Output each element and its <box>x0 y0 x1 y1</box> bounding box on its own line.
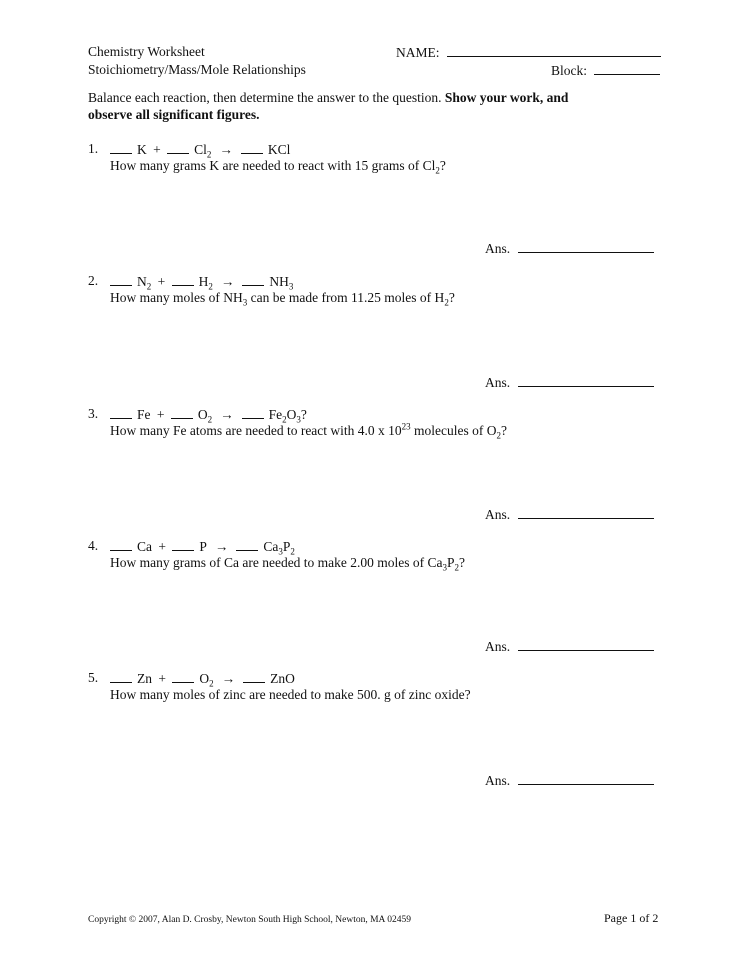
block-label: Block: <box>551 63 587 78</box>
species <box>110 142 147 157</box>
answer-blank[interactable] <box>518 772 654 785</box>
species-symbol: Fe <box>268 407 283 422</box>
subscript: 3 <box>242 297 248 308</box>
equation <box>110 406 307 423</box>
subscript: 2 <box>282 414 287 425</box>
question-text <box>110 290 455 306</box>
species-symbol: Fe <box>137 407 151 422</box>
species <box>243 671 295 686</box>
coefficient-blank[interactable] <box>167 141 189 154</box>
answer-blank[interactable] <box>518 638 654 651</box>
plus-sign: + <box>154 274 169 289</box>
species <box>242 274 294 292</box>
coefficient-blank[interactable] <box>171 406 193 419</box>
species <box>241 142 291 157</box>
species <box>236 539 295 557</box>
subscript: 3 <box>442 562 448 573</box>
species-symbol: O <box>197 407 208 422</box>
answer-label: Ans. <box>485 507 511 522</box>
problem-number: 5. <box>88 670 99 685</box>
species-symbol: O <box>286 407 297 422</box>
text-fragment: ? <box>439 158 446 173</box>
coefficient-blank[interactable] <box>236 538 258 551</box>
text-fragment: molecules of O <box>410 423 497 438</box>
coefficient-blank[interactable] <box>110 670 132 683</box>
answer-blank[interactable] <box>518 240 654 253</box>
plus-sign: + <box>149 142 165 157</box>
species-symbol: H <box>198 274 209 289</box>
question-text <box>110 555 465 571</box>
instructions-bold-1: Show your work, and <box>444 90 569 105</box>
species <box>172 671 214 689</box>
subscript: 2 <box>444 297 449 308</box>
species-symbol: Ca <box>137 539 152 554</box>
species-symbol: ZnO <box>270 671 295 686</box>
plus-sign: + <box>155 539 170 554</box>
species <box>110 539 152 554</box>
text-fragment: How many moles of NH <box>110 290 243 305</box>
coefficient-blank[interactable] <box>110 538 132 551</box>
answer-field[interactable] <box>485 240 654 257</box>
instructions-text: Balance each reaction, then determine the answer to the question. <box>88 90 442 105</box>
equation <box>110 670 295 687</box>
subscript: 3 <box>278 546 283 557</box>
worksheet-subtitle: Stoichiometry/Mass/Mole Relationships <box>88 62 306 77</box>
plus-sign: + <box>155 671 170 686</box>
coefficient-blank[interactable] <box>241 141 263 154</box>
species <box>171 407 213 425</box>
question-text <box>110 423 507 439</box>
species-suffix: ? <box>300 407 307 422</box>
subscript: 2 <box>206 149 212 160</box>
instructions-bold-2: observe all significant figures. <box>88 107 260 122</box>
subscript: 2 <box>454 562 460 573</box>
text-fragment: P <box>447 555 455 570</box>
answer-label: Ans. <box>485 639 511 654</box>
text-fragment: How many moles of zinc are needed to make 500. g of zinc oxide? <box>110 687 471 702</box>
equation <box>110 538 295 555</box>
coefficient-blank[interactable] <box>172 538 194 551</box>
species-symbol: K <box>137 142 147 157</box>
block-field[interactable] <box>551 62 660 79</box>
answer-blank[interactable] <box>518 506 654 519</box>
subscript: 3 <box>288 281 294 292</box>
text-fragment: ? <box>459 555 466 570</box>
coefficient-blank[interactable] <box>110 273 132 286</box>
species <box>110 274 152 292</box>
answer-field[interactable] <box>485 374 654 391</box>
species-symbol: Zn <box>137 671 152 686</box>
species-symbol: N <box>137 274 147 289</box>
copyright-text: Copyright © 2007, Alan D. Crosby, Newton South High School, Newton, MA 02459 <box>88 915 412 925</box>
species <box>110 407 151 422</box>
coefficient-blank[interactable] <box>110 406 132 419</box>
species-symbol: P <box>199 539 207 554</box>
arrow-icon: → <box>219 142 233 157</box>
text-fragment: ? <box>448 290 455 305</box>
species <box>110 671 152 686</box>
arrow-icon: → <box>214 539 229 554</box>
name-label: NAME: <box>396 45 440 60</box>
instructions-line-1 <box>88 90 568 106</box>
subscript: 2 <box>435 165 440 176</box>
species <box>172 274 213 292</box>
species-symbol: O <box>199 671 210 686</box>
species-symbol: Cl <box>194 142 207 157</box>
coefficient-blank[interactable] <box>242 273 264 286</box>
arrow-icon: → <box>221 671 236 686</box>
problem-number: 2. <box>88 273 99 288</box>
subscript: 2 <box>209 678 214 689</box>
text-fragment: How many Fe atoms are needed to react with 4.0 x 10 <box>110 423 402 438</box>
problem-number: 4. <box>88 538 99 553</box>
text-fragment: ? <box>501 423 508 438</box>
name-field[interactable] <box>396 44 661 61</box>
answer-field[interactable] <box>485 638 654 655</box>
answer-blank[interactable] <box>518 374 654 387</box>
subscript: 2 <box>496 430 502 441</box>
subscript: 2 <box>207 414 213 425</box>
species-symbol: Ca <box>263 539 279 554</box>
problem-number: 3. <box>88 406 99 421</box>
block-blank[interactable] <box>594 62 660 75</box>
arrow-icon: → <box>220 407 234 422</box>
species <box>167 142 212 160</box>
answer-field[interactable] <box>485 772 654 789</box>
answer-field[interactable] <box>485 506 654 523</box>
text-fragment: How many grams of Ca are needed to make 2.00 moles of Ca <box>110 555 443 570</box>
answer-label: Ans. <box>485 375 511 390</box>
superscript: 23 <box>401 421 411 432</box>
subscript: 3 <box>296 414 301 425</box>
problem-number: 1. <box>88 141 99 156</box>
text-fragment: How many grams K are needed to react with 15 grams of Cl <box>110 158 436 173</box>
worksheet-title: Chemistry Worksheet <box>88 44 205 59</box>
species-symbol: P <box>282 539 291 554</box>
species-symbol: NH <box>269 274 289 289</box>
species <box>242 407 307 425</box>
coefficient-blank[interactable] <box>243 670 265 683</box>
equation <box>110 273 293 290</box>
question-text <box>110 687 471 703</box>
text-fragment: can be made from 11.25 moles of H <box>247 290 445 305</box>
plus-sign: + <box>153 407 168 422</box>
subscript: 2 <box>290 546 295 557</box>
coefficient-blank[interactable] <box>110 141 132 154</box>
subscript: 2 <box>146 281 152 292</box>
answer-label: Ans. <box>485 241 511 256</box>
species-symbol: KCl <box>267 142 291 157</box>
page-number: Page 1 of 2 <box>604 911 659 925</box>
coefficient-blank[interactable] <box>242 406 264 419</box>
name-blank[interactable] <box>447 44 661 57</box>
equation <box>110 141 290 158</box>
subscript: 2 <box>208 281 213 292</box>
answer-label: Ans. <box>485 773 511 788</box>
coefficient-blank[interactable] <box>172 670 194 683</box>
species <box>172 539 207 554</box>
question-text <box>110 158 446 174</box>
arrow-icon: → <box>220 274 235 289</box>
coefficient-blank[interactable] <box>172 273 194 286</box>
